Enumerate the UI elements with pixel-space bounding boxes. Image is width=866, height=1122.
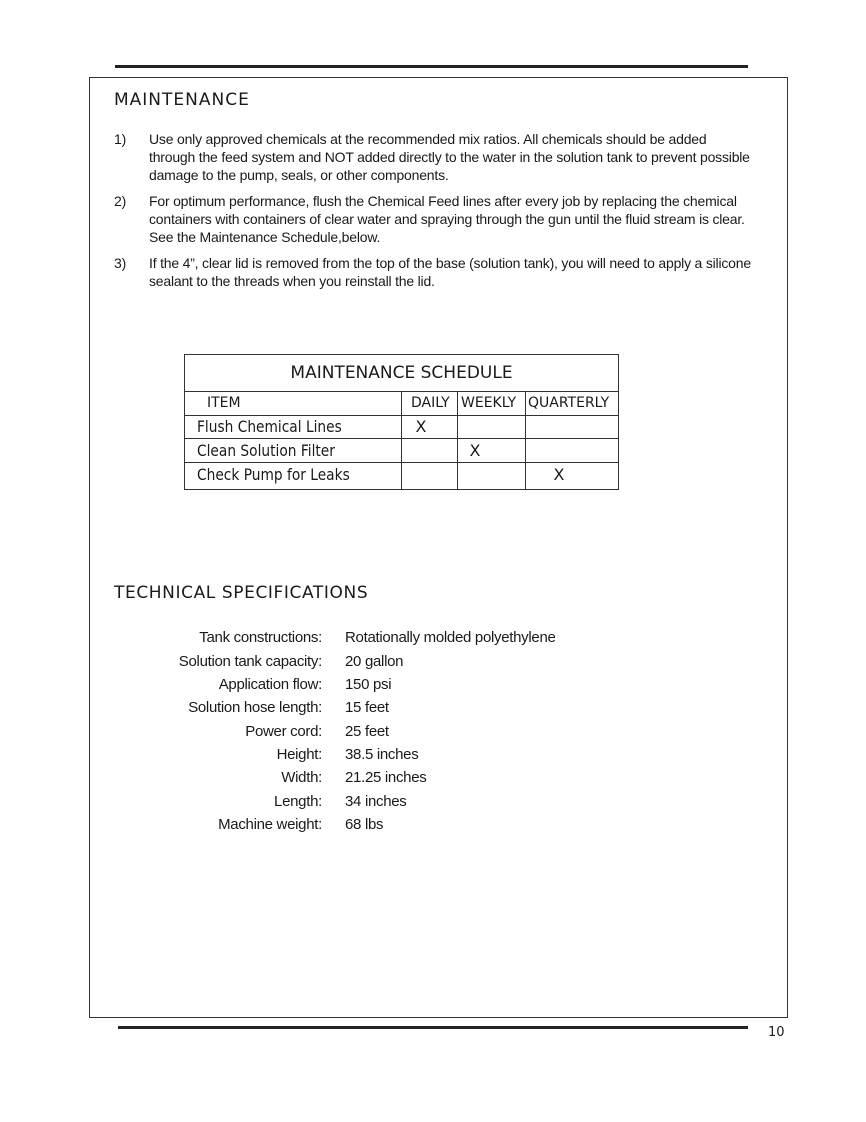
bottom-rule [118,1026,748,1029]
spec-row [140,816,640,836]
spec-value: 21.25 inches [345,769,427,786]
spec-value: 38.5 inches [345,746,419,763]
spec-row [140,746,640,766]
maintenance-schedule-table [184,354,619,490]
column-header-item: ITEM [207,395,241,411]
list-item-number: 1) [114,131,127,147]
spec-value: 68 lbs [345,816,384,833]
spec-value: 150 psi [345,676,392,693]
spec-value: 34 inches [345,793,407,810]
spec-row [140,699,640,719]
schedule-mark: X [553,465,565,484]
column-header-daily: DAILY [411,395,450,411]
spec-value: 15 feet [345,699,389,716]
spec-row [140,653,640,673]
list-item-number: 2) [114,193,127,209]
spec-label: Height: [276,746,322,763]
maintenance-list [114,130,754,298]
spec-value: 20 gallon [345,653,404,670]
schedule-mark: X [469,441,481,460]
list-item-text: Use only approved chemicals at the recommended mix ratios. All chemicals should be added through the feed system and NOT added directly to the water in the solution tank to prevent possible damage to the pump, seals, or other components. [149,131,750,183]
table-rule [401,391,402,489]
table-rule [457,391,458,489]
list-item [114,192,754,246]
spec-row [140,629,640,649]
spec-label: Solution tank capacity: [178,653,322,670]
top-rule [115,65,748,68]
schedule-item: Clean Solution Filter [197,441,335,460]
list-item-text: If the 4”, clear lid is removed from the top of the base (solution tank), you will need to apply a silicone sealant to the threads when you reinstall the lid. [149,255,751,289]
spec-row [140,793,640,813]
maintenance-heading: MAINTENANCE [114,90,250,110]
list-item-number: 3) [114,255,127,271]
list-item [114,254,754,290]
schedule-item: Check Pump for Leaks [197,465,350,484]
column-header-quarterly: QUARTERLY [528,395,610,411]
spec-row [140,676,640,696]
spec-label: Tank constructions: [199,629,322,646]
spec-label: Application flow: [218,676,322,693]
schedule-item: Flush Chemical Lines [197,417,342,436]
table-rule [525,391,526,489]
spec-row [140,723,640,743]
spec-value: 25 feet [345,723,389,740]
page-number: 10 [768,1025,785,1040]
column-header-weekly: WEEKLY [461,395,517,411]
spec-label: Width: [281,769,322,786]
schedule-title: MAINTENANCE SCHEDULE [290,363,513,383]
spec-label: Machine weight: [218,816,322,833]
spec-row [140,769,640,789]
spec-label: Solution hose length: [188,699,322,716]
list-item-text: For optimum performance, flush the Chemical Feed lines after every job by replacing the chemical containers with containers of clear water and spraying through the gun until the fluid stream is clear. See the Maintenance Schedule,below. [149,193,745,245]
spec-value: Rotationally molded polyethylene [345,629,556,646]
technical-specifications-heading: TECHNICAL SPECIFICATIONS [114,583,369,603]
spec-label: Length: [274,793,322,810]
spec-label: Power cord: [245,723,322,740]
schedule-mark: X [415,417,427,436]
list-item [114,130,754,184]
